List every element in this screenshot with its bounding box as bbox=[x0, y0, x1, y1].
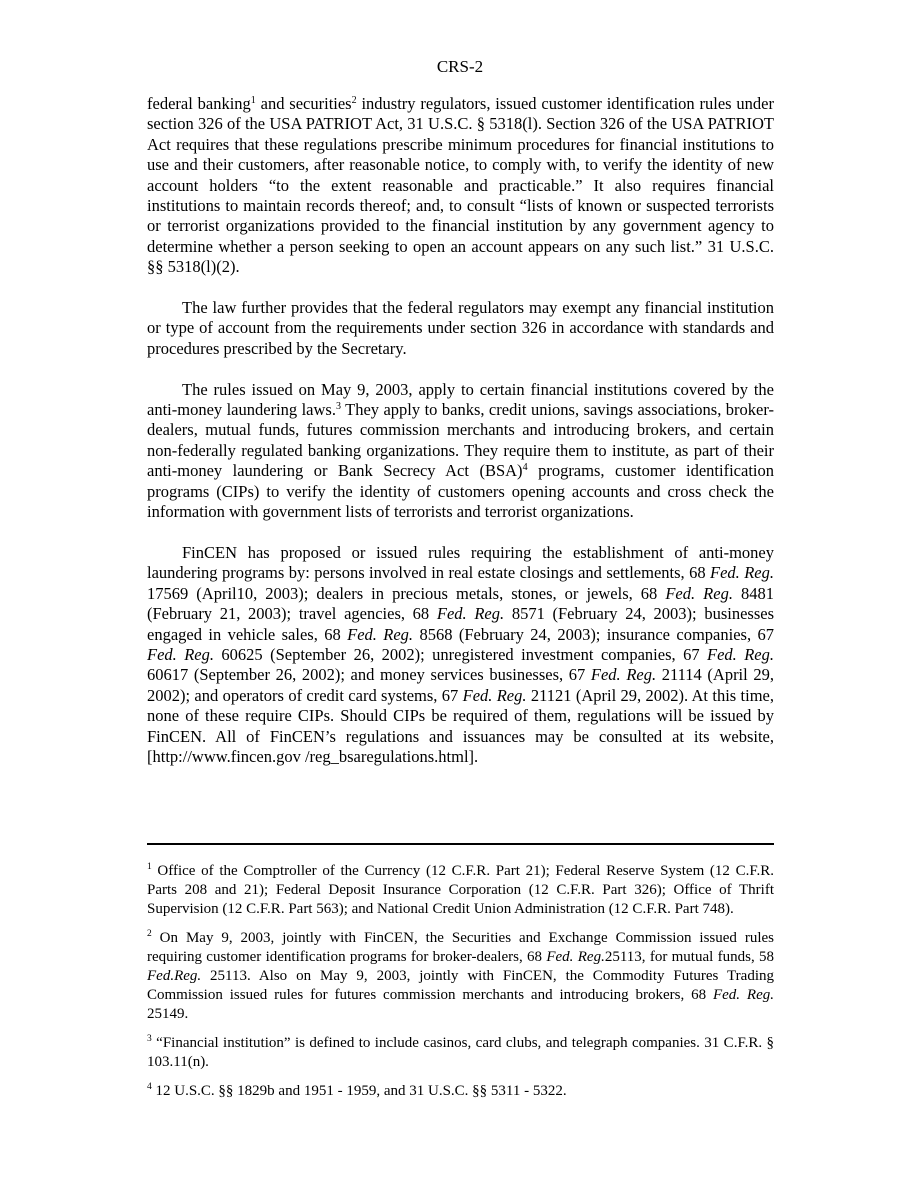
paragraph-text: industry regulators, issued customer identification rules under section 326 of the USA PATRIOT Act, 31 U.S.C. § 5318(l). Section 326 of the USA PATRIOT Act requires that these regulations prescribe minimum procedures for financial institutions to use and their customers, after reasonable notice, to comply with, to verify the identity of new account holders “to the extent reasonable and practicable.” It also requires financial institutions to maintain records thereof; and, to consult “lists of known or suspected terrorists or terrorist organizations provided to the financial institution by any government agency to determine whether a person seeking to open an account appears on any such list.” 31 U.S.C. §§ 5318(l)(2). bbox=[147, 94, 775, 277]
citation-italic: Fed. Reg. bbox=[462, 685, 527, 705]
footnote-ref-3: 3 bbox=[335, 401, 341, 413]
footnote-text: Office of the Comptroller of the Currency (12 C.F.R. Part 21); Federal Reserve System (12 C.F.R. Parts 208 and 21); Federal Deposit Insurance Corporation (12 C.F.R. Part 326); Office of Thrift Supervision (12 C.F.R. Part 563); and National Credit Union Administration (12 C.F.R. Part 748). bbox=[147, 863, 774, 917]
paragraph-text: They apply to banks, credit unions, savings associations, broker-dealers, mutual funds, futures commission merchants and introducing brokers, and certain non-federally regulated banking organizations. They require them to institute, as part of their anti-money laundering or Bank Secrecy Act (BSA) bbox=[147, 400, 775, 481]
citation-italic: Fed. Reg. bbox=[712, 987, 775, 1003]
citation-italic: Fed. Reg. bbox=[665, 583, 733, 603]
paragraph-text: The law further provides that the federal regulators may exempt any financial institution or type of account from the requirements under section 326 in accordance with standards and procedures prescribed by the Secretary. bbox=[147, 298, 774, 358]
page-header: CRS-2 bbox=[436, 57, 484, 76]
citation-italic: Fed. Reg. bbox=[347, 624, 414, 644]
footnote-ref-4: 4 bbox=[522, 462, 528, 474]
paragraph-text: 8568 (February 24, 2003); insurance companies, 67 bbox=[413, 624, 774, 644]
footnote-text: “Financial institution” is defined to include casinos, card clubs, and telegraph companies. 31 C.F.R. § 103.11(n). bbox=[147, 1035, 774, 1070]
paragraph-3 bbox=[147, 380, 774, 523]
footnote-4 bbox=[147, 1082, 774, 1101]
footnote-2 bbox=[147, 929, 774, 1024]
paragraph-text: programs, customer identification programs (CIPs) to verify the identity of customers opening accounts and cross check the information with government lists of terrorists and terrorist organizations. bbox=[147, 461, 774, 522]
paragraph-text: 60617 (September 26, 2002); and money services businesses, 67 bbox=[147, 665, 591, 685]
paragraph-2 bbox=[147, 298, 774, 359]
paragraph-text: 21121 (April 29, 2002). At this time, none of these require CIPs. Should CIPs be required of them, regulations will be issued by FinCEN. All of FinCEN’s regulations and issuances may be consulted at its website, [http://www.fincen.gov /reg_bsaregulations.html]. bbox=[147, 685, 774, 766]
footnote-number: 4 bbox=[147, 1082, 152, 1092]
paragraph-text: 17569 (April10, 2003); dealers in precious metals, stones, or jewels, 68 bbox=[147, 583, 666, 603]
footnote-divider bbox=[147, 843, 774, 845]
footnote-text: On May 9, 2003, jointly with FinCEN, the Securities and Exchange Commission issued rules requiring customer identification programs for broker-dealers, 68 bbox=[147, 930, 774, 965]
paragraph-1 bbox=[147, 94, 774, 278]
paragraph-4 bbox=[147, 543, 774, 767]
footnotes bbox=[147, 862, 774, 1111]
footnote-number: 1 bbox=[147, 862, 152, 872]
citation-italic: Fed. Reg. bbox=[546, 949, 605, 965]
footnote-number: 3 bbox=[147, 1034, 152, 1044]
paragraph-text: 21114 (April 29, 2002); and operators of credit card systems, 67 bbox=[147, 665, 774, 705]
citation-italic: Fed.Reg. bbox=[147, 968, 202, 984]
footnote-text: 25113, for mutual funds, 58 bbox=[604, 949, 775, 965]
footnote-text: 25113. Also on May 9, 2003, jointly with FinCEN, the Commodity Futures Trading Commission issued rules for futures commission merchants and introducing brokers, 68 bbox=[147, 968, 774, 1003]
footnote-text: 25149. bbox=[147, 1006, 189, 1022]
paragraph-text: 8481 (February 21, 2003); travel agencies, 68 bbox=[147, 583, 774, 624]
footnote-ref-1: 1 bbox=[250, 95, 256, 106]
footnote-1 bbox=[147, 862, 774, 919]
citation-italic: Fed. Reg. bbox=[147, 644, 214, 664]
footnote-text: 12 U.S.C. §§ 1829b and 1951 - 1959, and 31 U.S.C. §§ 5311 - 5322. bbox=[151, 1083, 567, 1099]
paragraph-text: The rules issued on May 9, 2003, apply to certain financial institutions covered by the anti-money laundering laws. bbox=[147, 379, 774, 420]
citation-italic: Fed. Reg. bbox=[710, 563, 774, 583]
paragraph-text: federal banking bbox=[147, 94, 251, 113]
footnote-3 bbox=[147, 1034, 774, 1072]
paragraph-text: 8571 (February 24, 2003); businesses engaged in vehicle sales, 68 bbox=[147, 604, 774, 644]
footnote-ref-2: 2 bbox=[351, 95, 357, 106]
footnote-number: 2 bbox=[147, 929, 152, 939]
citation-italic: Fed. Reg. bbox=[707, 644, 774, 664]
paragraph-text: FinCEN has proposed or issued rules requiring the establishment of anti-money laundering programs by: persons involved in real estate closings and settlements, 68 bbox=[147, 542, 774, 583]
paragraph-text: 60625 (September 26, 2002); unregistered investment companies, 67 bbox=[213, 644, 707, 664]
citation-italic: Fed. Reg. bbox=[590, 665, 657, 685]
body-text bbox=[147, 94, 774, 788]
paragraph-text: and securities bbox=[255, 94, 352, 113]
citation-italic: Fed. Reg. bbox=[436, 604, 505, 624]
